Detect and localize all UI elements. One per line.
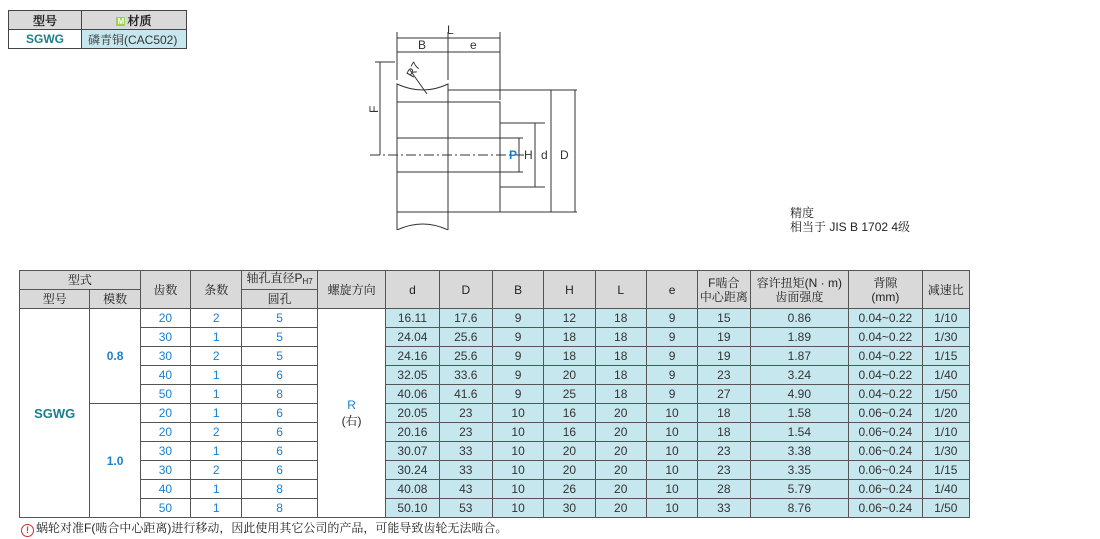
cell-teeth: 20 xyxy=(140,423,190,442)
table-row xyxy=(20,423,970,442)
dim-label-B: B xyxy=(418,38,427,52)
cell-B: 9 xyxy=(492,328,543,347)
dim-label-R7: R7 xyxy=(403,59,424,80)
cell-backlash: 0.04~0.22 xyxy=(849,347,922,366)
table-row xyxy=(20,442,970,461)
table-row xyxy=(20,385,970,404)
cell-F: 18 xyxy=(698,423,750,442)
cell-starts: 1 xyxy=(191,404,242,423)
cell-backlash: 0.06~0.24 xyxy=(849,499,922,518)
cell-H: 26 xyxy=(544,480,595,499)
cell-teeth: 30 xyxy=(140,347,190,366)
cell-backlash: 0.06~0.24 xyxy=(849,404,922,423)
cell-helix-text: (右) xyxy=(341,413,362,428)
cell-ratio: 1/10 xyxy=(922,309,969,328)
header-starts: 条数 xyxy=(191,271,242,309)
header-d: d xyxy=(386,271,439,309)
accuracy-note xyxy=(790,206,910,234)
cell-H: 25 xyxy=(544,385,595,404)
cell-teeth: 40 xyxy=(140,480,190,499)
cell-starts: 1 xyxy=(191,499,242,518)
cell-torque: 3.24 xyxy=(750,366,849,385)
header-bore xyxy=(242,271,317,290)
cell-torque: 0.86 xyxy=(750,309,849,328)
cell-d: 16.11 xyxy=(386,309,439,328)
cell-F: 28 xyxy=(698,480,750,499)
cell-model: SGWG xyxy=(20,309,90,518)
material-badge-icon: M xyxy=(117,16,125,26)
cell-teeth: 20 xyxy=(140,404,190,423)
cell-d: 40.06 xyxy=(386,385,439,404)
cell-F: 27 xyxy=(698,385,750,404)
cell-ratio: 1/30 xyxy=(922,328,969,347)
table-row xyxy=(20,347,970,366)
cell-teeth: 30 xyxy=(140,461,190,480)
cell-bore: 6 xyxy=(242,404,317,423)
cell-module: 1.0 xyxy=(90,404,140,518)
cell-H: 18 xyxy=(544,328,595,347)
cell-F: 18 xyxy=(698,404,750,423)
cell-H: 20 xyxy=(544,461,595,480)
cell-teeth: 20 xyxy=(140,309,190,328)
cell-L: 18 xyxy=(595,366,646,385)
header-bore-label: 轴孔直径P xyxy=(246,271,303,285)
cell-D: 53 xyxy=(439,499,492,518)
cell-teeth: 50 xyxy=(140,385,190,404)
material-model-code: SGWG xyxy=(9,30,82,49)
header-model: 型号 xyxy=(20,290,90,309)
table-row xyxy=(20,328,970,347)
header-type: 型式 xyxy=(20,271,141,290)
material-header-model: 型号 xyxy=(9,11,82,30)
cell-d: 32.05 xyxy=(386,366,439,385)
cell-bore: 6 xyxy=(242,366,317,385)
cell-F: 15 xyxy=(698,309,750,328)
cell-starts: 1 xyxy=(191,328,242,347)
cell-d: 50.10 xyxy=(386,499,439,518)
cell-torque: 1.54 xyxy=(750,423,849,442)
cell-starts: 1 xyxy=(191,385,242,404)
cell-backlash: 0.04~0.22 xyxy=(849,385,922,404)
header-ratio: 减速比 xyxy=(922,271,969,309)
cell-B: 10 xyxy=(492,461,543,480)
cell-L: 20 xyxy=(595,499,646,518)
cell-D: 25.6 xyxy=(439,328,492,347)
header-backlash-line2: (mm) xyxy=(871,289,900,304)
cell-e: 10 xyxy=(646,442,697,461)
footnote-text: 蜗轮对准F(啮合中心距离)进行移动，因此使用其它公司的产品，可能导致齿轮无法啮合。 xyxy=(36,521,508,535)
cell-e: 10 xyxy=(646,461,697,480)
cell-backlash: 0.06~0.24 xyxy=(849,461,922,480)
accuracy-title: 精度 xyxy=(790,206,815,220)
cell-starts: 2 xyxy=(191,461,242,480)
cell-starts: 2 xyxy=(191,309,242,328)
cell-backlash: 0.04~0.22 xyxy=(849,328,922,347)
cell-L: 20 xyxy=(595,404,646,423)
material-table xyxy=(8,10,187,49)
cell-starts: 1 xyxy=(191,366,242,385)
cell-e: 10 xyxy=(646,499,697,518)
cell-teeth: 40 xyxy=(140,366,190,385)
header-teeth: 齿数 xyxy=(140,271,190,309)
worm-wheel-drawing xyxy=(355,20,595,230)
cell-e: 9 xyxy=(646,385,697,404)
cell-F: 19 xyxy=(698,328,750,347)
header-F xyxy=(698,271,750,309)
header-D: D xyxy=(439,271,492,309)
cell-F: 23 xyxy=(698,461,750,480)
cell-d: 30.07 xyxy=(386,442,439,461)
cell-d: 20.05 xyxy=(386,404,439,423)
table-row xyxy=(20,480,970,499)
cell-bore: 6 xyxy=(242,442,317,461)
cell-torque: 8.76 xyxy=(750,499,849,518)
table-row xyxy=(20,499,970,518)
cell-B: 9 xyxy=(492,309,543,328)
cell-L: 20 xyxy=(595,461,646,480)
cell-D: 33 xyxy=(439,461,492,480)
cell-torque: 4.90 xyxy=(750,385,849,404)
cell-ratio: 1/30 xyxy=(922,442,969,461)
table-row xyxy=(20,366,970,385)
cell-starts: 1 xyxy=(191,442,242,461)
cell-ratio: 1/20 xyxy=(922,404,969,423)
cell-H: 20 xyxy=(544,366,595,385)
cell-D: 43 xyxy=(439,480,492,499)
header-e: e xyxy=(646,271,697,309)
cell-D: 33.6 xyxy=(439,366,492,385)
cell-helix-code: R xyxy=(347,397,356,412)
cell-F: 23 xyxy=(698,366,750,385)
cell-ratio: 1/40 xyxy=(922,480,969,499)
cell-d: 40.08 xyxy=(386,480,439,499)
cell-F: 19 xyxy=(698,347,750,366)
header-backlash-line1: 背隙 xyxy=(873,275,898,290)
dim-label-D: D xyxy=(560,148,569,162)
cell-L: 20 xyxy=(595,423,646,442)
header-torque-line1: 容许扭矩(N · m) xyxy=(756,275,842,290)
cell-B: 9 xyxy=(492,347,543,366)
header-bore-shape: 圆孔 xyxy=(242,290,317,309)
cell-torque: 1.89 xyxy=(750,328,849,347)
cell-starts: 2 xyxy=(191,423,242,442)
dim-label-H: H xyxy=(524,148,533,162)
cell-e: 10 xyxy=(646,404,697,423)
gear-rim-bottom xyxy=(397,212,448,230)
header-H: H xyxy=(544,271,595,309)
dim-label-L: L xyxy=(447,23,454,37)
cell-bore: 8 xyxy=(242,480,317,499)
spec-table xyxy=(19,270,970,518)
table-row xyxy=(20,309,970,328)
cell-teeth: 30 xyxy=(140,442,190,461)
cell-e: 9 xyxy=(646,309,697,328)
cell-teeth: 50 xyxy=(140,499,190,518)
table-row xyxy=(20,461,970,480)
material-value: 磷青铜(CAC502) xyxy=(82,30,187,49)
header-helix: 螺旋方向 xyxy=(317,271,385,309)
cell-ratio: 1/15 xyxy=(922,461,969,480)
cell-torque: 1.87 xyxy=(750,347,849,366)
cell-B: 10 xyxy=(492,499,543,518)
cell-backlash: 0.04~0.22 xyxy=(849,309,922,328)
header-torque-line2: 齿面强度 xyxy=(775,289,824,304)
cell-F: 23 xyxy=(698,442,750,461)
cell-H: 16 xyxy=(544,423,595,442)
header-F-line1: F啮合 xyxy=(708,275,740,290)
cell-L: 20 xyxy=(595,442,646,461)
header-bore-sub: H7 xyxy=(302,277,313,286)
cell-torque: 3.35 xyxy=(750,461,849,480)
header-backlash xyxy=(849,271,922,309)
cell-ratio: 1/40 xyxy=(922,366,969,385)
cell-ratio: 1/50 xyxy=(922,385,969,404)
cell-B: 10 xyxy=(492,423,543,442)
cell-B: 9 xyxy=(492,366,543,385)
accuracy-text: 相当于 JIS B 1702 4级 xyxy=(790,220,911,234)
cell-d: 30.24 xyxy=(386,461,439,480)
cell-B: 10 xyxy=(492,442,543,461)
cell-teeth: 30 xyxy=(140,328,190,347)
cell-d: 24.04 xyxy=(386,328,439,347)
cell-bore: 5 xyxy=(242,347,317,366)
cell-ratio: 1/50 xyxy=(922,499,969,518)
dim-label-P: P xyxy=(509,148,518,162)
cell-D: 23 xyxy=(439,423,492,442)
cell-H: 18 xyxy=(544,347,595,366)
cell-backlash: 0.06~0.24 xyxy=(849,480,922,499)
cell-H: 12 xyxy=(544,309,595,328)
cell-D: 23 xyxy=(439,404,492,423)
cell-module: 0.8 xyxy=(90,309,140,404)
cell-D: 41.6 xyxy=(439,385,492,404)
dim-label-d: d xyxy=(541,148,548,162)
header-torque xyxy=(750,271,849,309)
cell-L: 18 xyxy=(595,385,646,404)
material-header-label: 材质 xyxy=(127,13,152,28)
cell-F: 33 xyxy=(698,499,750,518)
cell-ratio: 1/10 xyxy=(922,423,969,442)
cell-torque: 5.79 xyxy=(750,480,849,499)
warning-icon: ! xyxy=(21,524,34,537)
table-row xyxy=(20,404,970,423)
header-L: L xyxy=(595,271,646,309)
cell-torque: 3.38 xyxy=(750,442,849,461)
cell-L: 20 xyxy=(595,480,646,499)
cell-d: 20.16 xyxy=(386,423,439,442)
dim-label-e: e xyxy=(470,38,477,52)
cell-starts: 1 xyxy=(191,480,242,499)
cell-bore: 5 xyxy=(242,328,317,347)
gear-rim-top xyxy=(397,84,448,102)
dim-label-F: F xyxy=(367,105,381,113)
cell-ratio: 1/15 xyxy=(922,347,969,366)
cell-e: 9 xyxy=(646,366,697,385)
cell-B: 10 xyxy=(492,480,543,499)
cell-bore: 5 xyxy=(242,309,317,328)
header-B: B xyxy=(492,271,543,309)
footnote xyxy=(21,519,507,537)
cell-backlash: 0.04~0.22 xyxy=(849,366,922,385)
cell-bore: 6 xyxy=(242,423,317,442)
header-module: 模数 xyxy=(90,290,140,309)
cell-H: 20 xyxy=(544,442,595,461)
cell-e: 10 xyxy=(646,480,697,499)
cell-B: 9 xyxy=(492,385,543,404)
cell-helix xyxy=(317,309,385,518)
cell-torque: 1.58 xyxy=(750,404,849,423)
cell-backlash: 0.06~0.24 xyxy=(849,442,922,461)
cell-D: 25.6 xyxy=(439,347,492,366)
cell-backlash: 0.06~0.24 xyxy=(849,423,922,442)
cell-starts: 2 xyxy=(191,347,242,366)
cell-bore: 8 xyxy=(242,385,317,404)
cell-D: 33 xyxy=(439,442,492,461)
cell-e: 9 xyxy=(646,347,697,366)
cell-d: 24.16 xyxy=(386,347,439,366)
cell-L: 18 xyxy=(595,309,646,328)
cell-H: 16 xyxy=(544,404,595,423)
cell-bore: 6 xyxy=(242,461,317,480)
header-F-line2: 中心距离 xyxy=(699,289,748,304)
cell-L: 18 xyxy=(595,328,646,347)
cell-B: 10 xyxy=(492,404,543,423)
cell-H: 30 xyxy=(544,499,595,518)
cell-D: 17.6 xyxy=(439,309,492,328)
cell-e: 10 xyxy=(646,423,697,442)
cell-e: 9 xyxy=(646,328,697,347)
material-header-material xyxy=(82,11,187,30)
cell-bore: 8 xyxy=(242,499,317,518)
cell-L: 18 xyxy=(595,347,646,366)
